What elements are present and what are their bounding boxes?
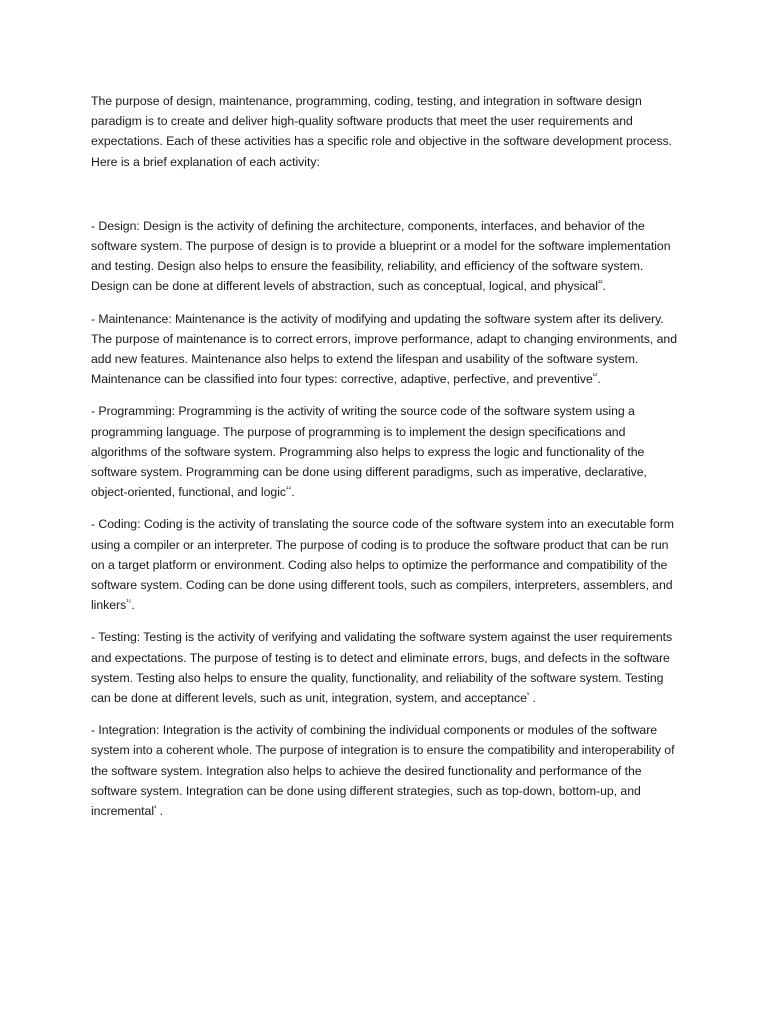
testing-text: - Testing: Testing is the activity of verifying and validating the software system against the user requirements and expectations. The purpose of testing is to detect and eliminate errors, bugs, and defects in the software system. Testing also helps to ensure the quality, functionality, and reliability of the software system. Testing can be done at different levels, such as unit, integration, system, and acceptance bbox=[91, 630, 673, 706]
coding-text: - Coding: Coding is the activity of translating the source code of the software system into an executable form using a compiler or an interpreter. The purpose of coding is to produce the software product that can be run on a target platform or environment. Coding also helps to optimize the performance and compatibility of the software system. Coding can be done using different tools, such as compilers, interpreters, assemblers, and linkers bbox=[91, 517, 675, 613]
integration-paragraph bbox=[91, 720, 682, 821]
coding-paragraph bbox=[91, 514, 682, 615]
coding-tail: . bbox=[131, 598, 135, 613]
design-tail: . bbox=[602, 279, 606, 294]
programming-footnote-ref[interactable]: ¹⁴ bbox=[285, 486, 292, 494]
testing-footnote-ref[interactable]: ¹ bbox=[526, 691, 530, 699]
maintenance-text: - Maintenance: Maintenance is the activity of modifying and updating the software system after its delivery. The purpose of maintenance is to correct errors, improve performance, adapt to changing environments, and add new features. Maintenance also helps to extend the lifespan and usability of the software system. Maintenance can be classified into four types: corrective, adaptive, perfective, and preventive bbox=[91, 311, 677, 387]
integration-text: - Integration: Integration is the activity of combining the individual components or modules of the software system into a coherent whole. The purpose of integration is to ensure the compatibility and interoperability of the software system. Integration also helps to achieve the desired functionality and performance of the software system. Integration can be done using different strategies, such as top-down, bottom-up, and incremental bbox=[91, 723, 675, 819]
testing-tail: . bbox=[529, 691, 536, 706]
integration-tail: . bbox=[156, 804, 164, 819]
design-text: - Design: Design is the activity of defining the architecture, components, interfaces, and behavior of the software system. The purpose of design is to provide a blueprint or a model for the software implementation and testing. Design also helps to ensure the feasibility, reliability, and efficiency of the software system. Design can be done at different levels of abstraction, such as conceptual, logical, and physical bbox=[91, 218, 671, 294]
coding-footnote-ref[interactable]: ¹⁵ bbox=[126, 599, 132, 607]
integration-footnote-ref[interactable]: ¹ bbox=[154, 805, 157, 812]
maintenance-footnote-ref[interactable]: ¹³ bbox=[592, 373, 598, 381]
design-footnote-ref[interactable]: ¹² bbox=[597, 280, 603, 288]
testing-paragraph bbox=[91, 627, 682, 708]
maintenance-tail: . bbox=[597, 372, 601, 387]
programming-text: - Programming: Programming is the activity of writing the source code of the software system using a programming language. The purpose of programming is to implement the design specifications and algorithms of the software system. Programming also helps to express the logic and functionality of the software system. Programming can be done using different paradigms, such as imperative, declarative, object-oriented, functional, and logic bbox=[91, 404, 647, 500]
intro-paragraph: The purpose of design, maintenance, programming, coding, testing, and integration in software design paradigm is to create and deliver high-quality software products that meet the user requirements and expectations. Each of these activities has a specific role and objective in the software development process. Here is a brief explanation of each activity: bbox=[91, 94, 673, 169]
programming-paragraph bbox=[91, 401, 682, 502]
programming-tail: . bbox=[291, 485, 295, 500]
maintenance-paragraph bbox=[91, 309, 682, 390]
design-paragraph bbox=[91, 216, 682, 297]
